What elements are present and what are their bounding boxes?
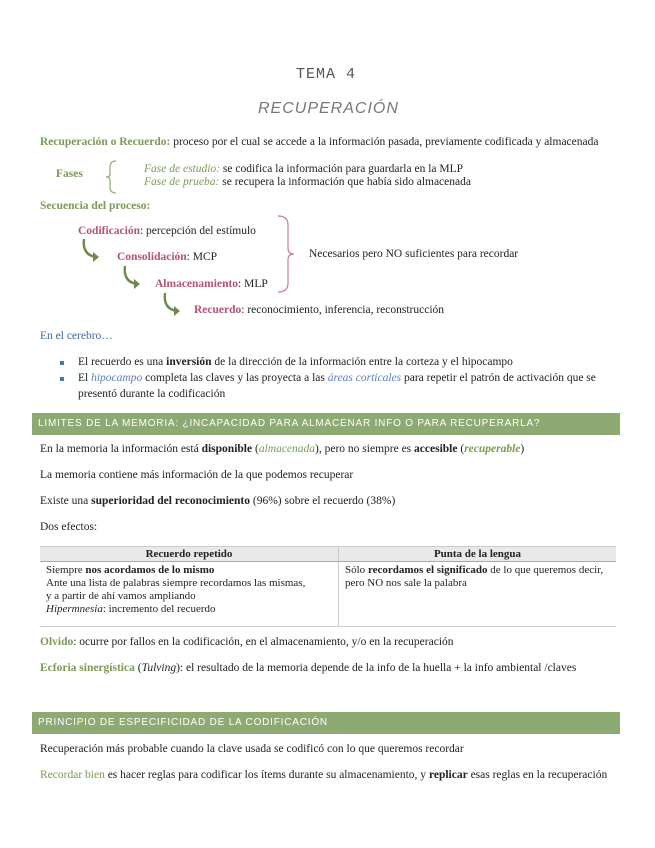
- p1-c: (: [252, 443, 259, 455]
- p1-recuperable: recuperable: [464, 443, 521, 455]
- p1-a: En la memoria la información está: [40, 443, 202, 455]
- cerebro-bullet-2-line2: presentó durante la codificación: [78, 388, 226, 400]
- ecforia-author: Tulving: [141, 662, 177, 674]
- step-almacenamiento-text: : MLP: [238, 278, 268, 290]
- fase-prueba-text: se recupera la información que había sido almacenada: [219, 176, 471, 188]
- step-recuerdo-text: : reconocimiento, inferencia, reconstrucción: [241, 304, 445, 316]
- p1-accesible: accesible: [414, 443, 458, 455]
- secuencia-note: Necesarios pero NO suficientes para recordar: [309, 248, 519, 260]
- table-header: Punta de la lengua: [339, 547, 617, 562]
- ecforia: [40, 662, 576, 674]
- cerebro-label: En el cerebro…: [40, 330, 113, 342]
- b2-post: para repetir el patrón de activación que se: [401, 372, 596, 384]
- c2-l2: pero NO nos sale la palabra: [345, 577, 467, 589]
- table-header: Recuerdo repetido: [40, 547, 339, 562]
- p1-e: ), pero no siempre es: [315, 443, 415, 455]
- step-codificacion: [78, 225, 256, 237]
- step-consolidacion-name: Consolidación: [117, 251, 187, 263]
- p2-a: es hacer reglas para codificar los ítems durante su almacenamiento, y: [104, 769, 429, 781]
- section-heading-limites: LIMITES DE LA MEMORIA: ¿INCAPACIDAD PARA ALMACENAR INFO O PARA RECUPERARLA?: [32, 413, 620, 435]
- step-consolidacion-text: : MCP: [186, 251, 218, 263]
- effects-table: [40, 546, 616, 627]
- step-almacenamiento: [155, 278, 268, 290]
- c1-l2: Ante una lista de palabras siempre recordamos las mismas,: [46, 577, 306, 589]
- b2-hipocampo: hipocampo: [91, 372, 143, 384]
- c1-hipermnesia: Hipermnesia: [46, 603, 103, 615]
- ecforia-text: ): el resultado de la memoria depende de la info de la huella + la info ambiental /claves: [176, 662, 577, 674]
- c1-l1b: nos acordamos de lo mismo: [85, 564, 215, 576]
- p2-replicar: replicar: [428, 769, 468, 781]
- p3-c: (96%) sobre el recuerdo (38%): [249, 495, 396, 507]
- limites-p3: [40, 495, 395, 507]
- p3-a: Existe una: [40, 495, 92, 507]
- fases-label: Fases: [56, 168, 83, 180]
- step-recuerdo-name: Recuerdo: [194, 304, 242, 316]
- limites-p4: Dos efectos:: [40, 521, 98, 533]
- step-consolidacion: [117, 251, 217, 263]
- fase-estudio: [144, 163, 463, 175]
- table-row: [40, 562, 616, 627]
- p1-i: ): [520, 443, 525, 455]
- c2-l1c: de lo que queremos decir,: [487, 564, 604, 576]
- curved-arrow-icon: [121, 264, 143, 290]
- olvido-term: Olvido: [40, 636, 74, 648]
- c1-l4b: : incremento del recuerdo: [102, 603, 216, 615]
- principio-p2: [40, 769, 607, 781]
- olvido: [40, 636, 454, 648]
- limites-p2: La memoria contiene más información de la que podemos recuperar: [40, 469, 354, 481]
- b1-pre: El recuerdo es una: [78, 356, 167, 368]
- right-brace-icon: [276, 215, 296, 293]
- ecforia-p1: (: [134, 662, 142, 674]
- p1-g: (: [457, 443, 465, 455]
- fase-estudio-text: se codifica la información para guardarla en la MLP: [220, 163, 464, 175]
- fase-prueba: [144, 176, 471, 188]
- p1-disponible: disponible: [201, 443, 253, 455]
- page-title: TEMA 4: [296, 66, 357, 83]
- b1-post: de la dirección de la información entre la corteza y el hipocampo: [211, 356, 513, 368]
- c1-l3: y a partir de ahí vamos ampliando: [46, 590, 196, 602]
- definition-text: proceso por el cual se accede a la información pasada, previamente codificada y almacenada: [170, 136, 599, 148]
- definition: [40, 136, 598, 148]
- recordar-bien-term: Recordar bien: [40, 769, 105, 781]
- c1-l1a: Siempre: [46, 564, 86, 576]
- table-cell-recuerdo-repetido: [40, 562, 339, 627]
- left-brace-icon: [104, 160, 118, 194]
- ecforia-term: Ecforia sinergística: [40, 662, 135, 674]
- bullet-icon: [60, 361, 64, 365]
- table-header-row: [40, 547, 616, 562]
- bullet-icon: [60, 377, 64, 381]
- b2-pre: El: [78, 372, 92, 384]
- p1-almacenada: almacenada: [258, 443, 316, 455]
- b2-areas: áreas corticales: [327, 372, 402, 384]
- step-almacenamiento-name: Almacenamiento: [155, 278, 239, 290]
- step-codificacion-name: Codificación: [78, 225, 140, 237]
- secuencia-label: Secuencia del proceso:: [40, 200, 151, 212]
- cerebro-bullet-1: [78, 356, 513, 368]
- p3-bold: superioridad del reconocimiento: [91, 495, 250, 507]
- fase-prueba-name: Fase de prueba:: [144, 176, 220, 188]
- page-subtitle: RECUPERACIÓN: [258, 100, 399, 117]
- curved-arrow-icon: [80, 237, 102, 263]
- step-recuerdo: [194, 304, 444, 316]
- definition-term: Recuperación o Recuerdo:: [40, 136, 171, 148]
- p2-c: esas reglas en la recuperación: [467, 769, 608, 781]
- cerebro-bullet-2: [78, 372, 596, 384]
- b2-mid: completa las claves y las proyecta a las: [142, 372, 328, 384]
- table-cell-punta-lengua: [339, 562, 617, 627]
- b1-bold: inversión: [166, 356, 212, 368]
- c2-l1b: recordamos el significado: [367, 564, 488, 576]
- fase-estudio-name: Fase de estudio:: [144, 163, 221, 175]
- curved-arrow-icon: [161, 291, 183, 317]
- step-codificacion-text: : percepción del estímulo: [139, 225, 256, 237]
- principio-p1: Recuperación más probable cuando la clave usada se codificó con lo que queremos recordar: [40, 743, 464, 755]
- olvido-text: : ocurre por fallos en la codificación, en el almacenamiento, y/o en la recuperación: [73, 636, 454, 648]
- limites-p1: [40, 443, 524, 455]
- section-heading-principio: PRINCIPIO DE ESPECIFICIDAD DE LA CODIFICACIÓN: [32, 712, 620, 734]
- c2-l1a: Sólo: [345, 564, 368, 576]
